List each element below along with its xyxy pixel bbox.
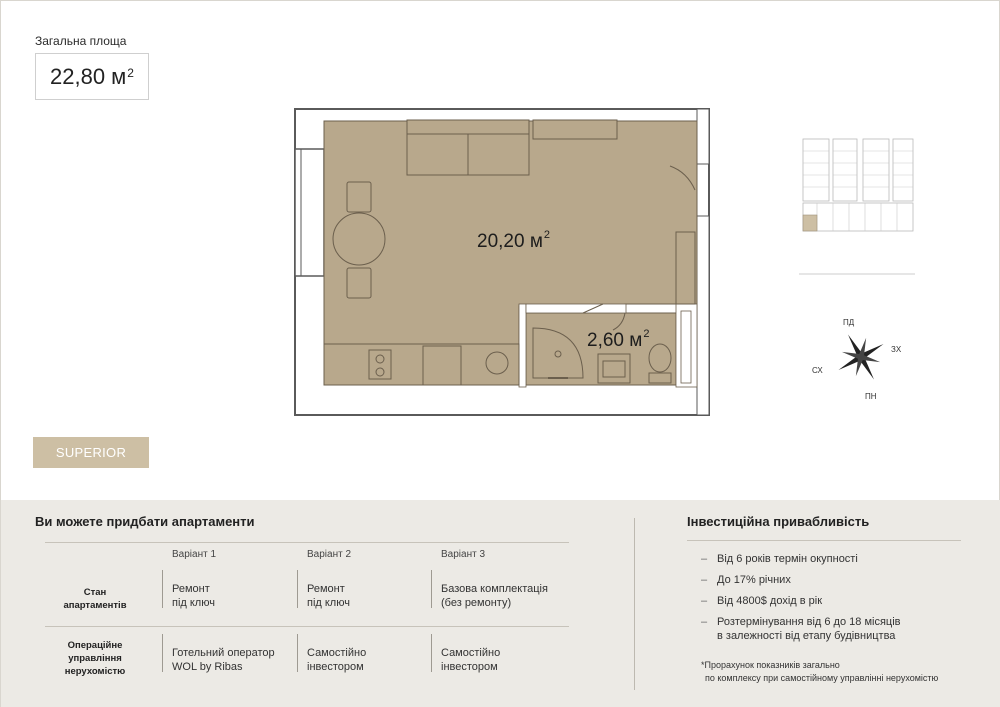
cell-line: під ключ: [307, 597, 350, 609]
cell-line: WOL by Ribas: [172, 661, 243, 673]
bathroom-area-unit: 2: [643, 328, 650, 340]
cell-marker: [431, 634, 432, 672]
main-room-area-unit: 2: [543, 229, 551, 241]
footnote-line: *Прорахунок показників загально: [701, 660, 840, 670]
investment-rule: [687, 540, 961, 541]
list-item: [701, 552, 971, 566]
dash-icon: –: [701, 553, 708, 565]
compass-west-label: ЗХ: [891, 345, 902, 354]
building-key-plan: [797, 133, 917, 278]
list-item-text: Від 6 років термін окупності: [717, 553, 858, 565]
dash-icon: –: [701, 595, 708, 607]
cell-marker: [297, 570, 298, 608]
cell-marker: [431, 570, 432, 608]
row-header-line: апартаментів: [63, 600, 127, 611]
cell-line: інвестором: [307, 661, 364, 673]
table-cell: [307, 582, 350, 610]
cell-line: Ремонт: [172, 583, 210, 595]
row-header-line: Операційне: [67, 640, 123, 651]
column-header-variant-1: Варіант 1: [172, 549, 217, 560]
dash-icon: –: [701, 574, 708, 586]
row-header-line: управління: [68, 653, 122, 664]
investment-list: [701, 552, 971, 650]
cell-marker: [297, 634, 298, 672]
floor-plan: [293, 106, 713, 418]
cell-marker: [162, 570, 163, 608]
column-header-variant-2: Варіант 2: [307, 549, 352, 560]
bathroom-area-value: 2,60 м: [587, 330, 643, 351]
row-header-management: [35, 639, 155, 678]
bathroom-area: [587, 330, 649, 352]
list-item: [701, 573, 971, 587]
table-cell: [441, 582, 548, 610]
total-area-box: [35, 53, 149, 100]
cell-line: Самостійно: [307, 647, 367, 659]
investment-title: Інвестиційна привабливість: [687, 514, 870, 529]
apartment-class-badge: SUPERIOR: [33, 437, 149, 468]
total-area-label: Загальна площа: [35, 34, 127, 48]
table-cell: [172, 646, 275, 674]
table-row-rule: [45, 626, 569, 627]
total-area-unit: 2: [127, 65, 134, 80]
cell-line: Ремонт: [307, 583, 345, 595]
cell-line: Базова комплектація: [441, 583, 548, 595]
main-room-area: [477, 231, 550, 253]
row-header-line: нерухомістю: [64, 666, 126, 677]
main-room-area-value: 20,20 м: [477, 231, 543, 252]
row-header-condition: [35, 586, 155, 612]
compass-south-label: ПД: [843, 318, 855, 327]
dash-icon: –: [701, 616, 708, 628]
list-item: [701, 594, 971, 608]
row-header-line: Стан: [83, 587, 107, 598]
cell-line: інвестором: [441, 661, 498, 673]
section-divider: [634, 518, 635, 690]
footnote-line: по комплексу при самостійному управлінні нерухомістю: [705, 673, 939, 683]
table-top-rule: [45, 542, 569, 543]
list-item: [701, 615, 971, 643]
total-area-value: 22,80 м: [50, 63, 127, 89]
cell-line: під ключ: [172, 597, 215, 609]
list-item-text: [717, 615, 901, 643]
table-cell: [307, 646, 366, 674]
cell-line: Самостійно: [441, 647, 501, 659]
purchase-title: Ви можете придбати апартаменти: [35, 514, 255, 529]
table-cell: [441, 646, 500, 674]
table-cell: [172, 582, 215, 610]
cell-marker: [162, 634, 163, 672]
cell-line: (без ремонту): [441, 597, 512, 609]
footnote: [701, 659, 971, 685]
column-header-variant-3: Варіант 3: [441, 549, 486, 560]
list-item-line: в залежності від етапу будівництва: [717, 630, 896, 642]
info-panel: [1, 500, 1000, 707]
compass-north-label: ПН: [865, 392, 877, 401]
compass-east-label: СХ: [812, 366, 823, 375]
list-item-text: Від 4800$ дохід в рік: [717, 595, 823, 607]
cell-line: Готельний оператор: [172, 647, 275, 659]
list-item-line: Розтермінування від 6 до 18 місяців: [717, 616, 901, 628]
compass-icon: [809, 311, 909, 403]
list-item-text: До 17% річних: [717, 574, 791, 586]
